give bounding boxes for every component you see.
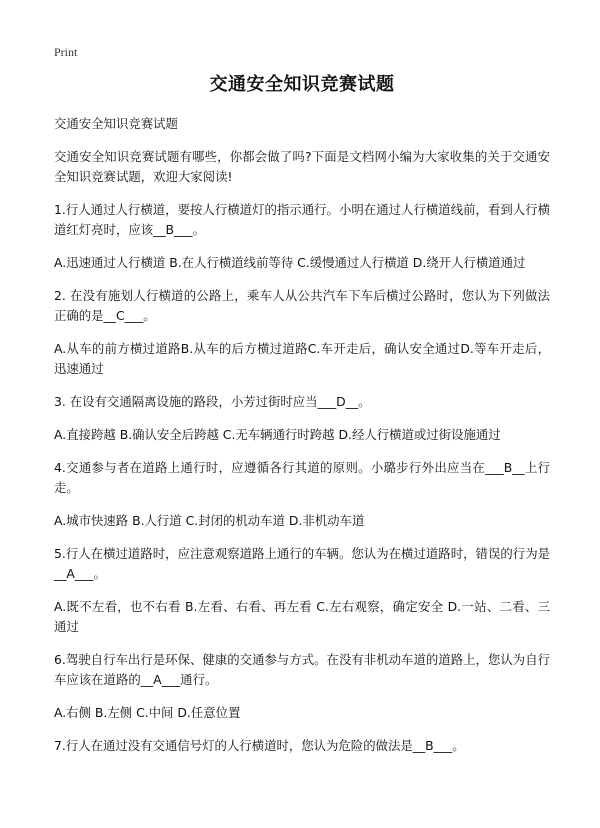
options-3: A.直接跨越 B.确认安全后跨越 C.无车辆通行时跨越 D.经人行横道或过街设施通过 [54, 427, 501, 442]
question-4: 4.交通参与者在道路上通行时，应遵循各行其道的原则。小璐步行外出应当在___B__上行走。 [54, 460, 550, 495]
question-2: 2. 在没有施划人行横道的公路上，乘车人从公共汽车下车后横过公路时，您认为下列做法正确的是__C___。 [54, 288, 550, 323]
document-subtitle: 交通安全知识竞赛试题 [54, 116, 178, 131]
question-6: 6.驾驶自行车出行是环保、健康的交通参与方式。在没有非机动车道的道路上，您认为自行车应该在道路的__A___通行。 [54, 652, 550, 687]
options-4: A.城市快速路 B.人行道 C.封闭的机动车道 D.非机动车道 [54, 513, 365, 528]
options-2: A.从车的前方横过道路B.从车的后方横过道路C.车开走后，确认安全通过D.等车开走后，迅速通过 [54, 341, 550, 376]
page-title: 交通安全知识竞赛试题 [209, 74, 395, 95]
options-6: A.右侧 B.左侧 C.中间 D.任意位置 [54, 705, 241, 720]
options-5: A.既不左看，也不右看 B.左看、右看、再左看 C.左右观察，确定安全 D.一站、二看、三通过 [54, 599, 550, 634]
question-5: 5.行人在横过道路时，应注意观察道路上通行的车辆。您认为在横过道路时，错误的行为是__A___。 [54, 546, 550, 581]
question-1: 1.行人通过人行横道，要按人行横道灯的指示通行。小明在通过人行横道线前，看到人行横道红灯亮时，应该__B___。 [54, 202, 550, 237]
intro-paragraph: 交通安全知识竞赛试题有哪些，你都会做了吗?下面是文档网小编为大家收集的关于交通安全知识竞赛试题，欢迎大家阅读! [54, 149, 550, 184]
question-7: 7.行人在通过没有交通信号灯的人行横道时，您认为危险的做法是__B___。 [54, 738, 465, 753]
print-label: Print [54, 45, 78, 59]
question-3: 3. 在设有交通隔离设施的路段，小芳过街时应当___D__。 [54, 394, 371, 409]
options-1: A.迅速通过人行横道 B.在人行横道线前等待 C.缓慢通过人行横道 D.绕开人行横道通过 [54, 255, 526, 270]
